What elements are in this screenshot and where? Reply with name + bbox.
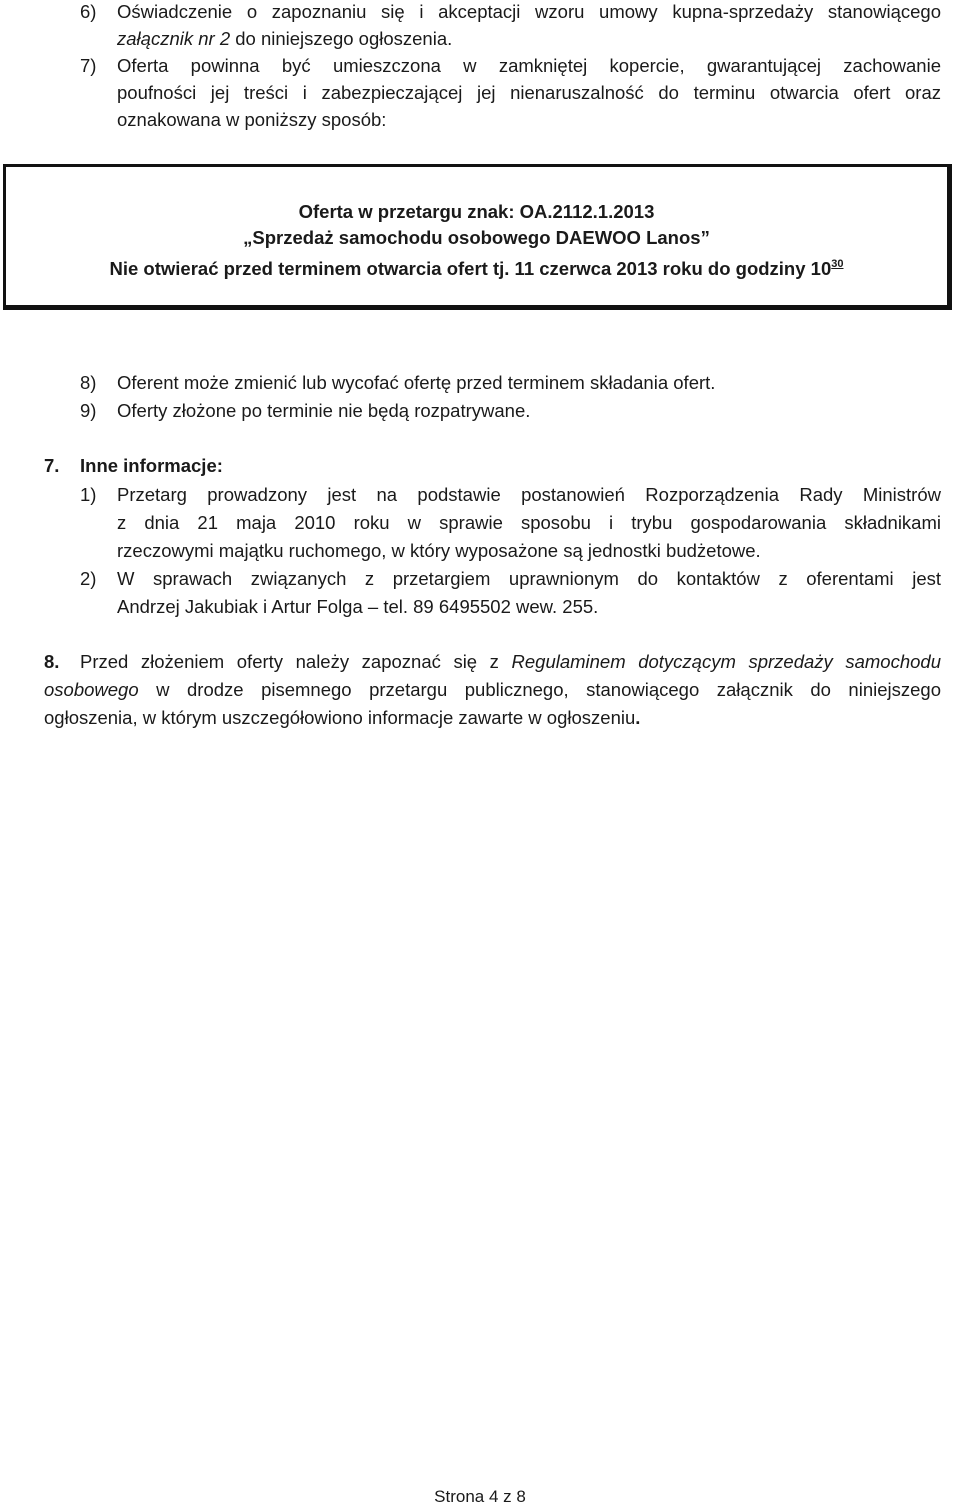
item-8-number: 8) (80, 372, 97, 393)
section-7-item-2-line-1: W sprawach związanych z przetargiem uprawnionym do kontaktów z oferentami jest (117, 568, 941, 589)
item-6-number: 6) (80, 1, 97, 22)
item-7-line-1: Oferta powinna być umieszczona w zamkniętej kopercie, gwarantującej zachowanie (117, 55, 941, 76)
section-8-line-2: osobowego w drodze pisemnego przetargu publicznego, stanowiącego załącznik do niniejszego (44, 679, 941, 700)
section-7-item-1-number: 1) (80, 484, 97, 505)
item-7-line-3: oznakowana w poniższy sposób: (117, 109, 387, 130)
section-7-item-1-line-2: z dnia 21 maja 2010 roku w sprawie sposobu i trybu gospodarowania składnikami (117, 512, 941, 533)
item-9-text: Oferty złożone po terminie nie będą rozpatrywane. (117, 400, 531, 421)
section-7-item-2-number: 2) (80, 568, 97, 589)
item-7-number: 7) (80, 55, 97, 76)
page-number-footer: Strona 4 z 8 (434, 1487, 526, 1506)
section-7-item-1-line-1: Przetarg prowadzony jest na podstawie postanowień Rozporządzenia Rady Ministrów (117, 484, 941, 505)
envelope-time-minutes: 30 (831, 258, 844, 270)
item-6-line-2: załącznik nr 2 do niniejszego ogłoszenia. (117, 28, 453, 49)
section-7-heading: Inne informacje: (80, 455, 223, 476)
section-8-line-3: ogłoszenia, w którym uszczegółowiono informacje zawarte w ogłoszeniu. (44, 707, 641, 728)
item-6-line-1: Oświadczenie o zapoznaniu się i akceptacji wzoru umowy kupna-sprzedaży stanowiącego (117, 1, 941, 22)
envelope-label-box (3, 164, 952, 310)
envelope-reference: Oferta w przetargu znak: OA.2112.1.2013 (298, 201, 655, 222)
regulation-title: Regulaminem dotyczącym sprzedaży samochodu (511, 651, 941, 672)
item-9-number: 9) (80, 400, 97, 421)
section-7-item-1-line-3: rzeczowymi majątku ruchomego, w który wyposażone są jednostki budżetowe. (117, 540, 761, 561)
section-8-line-1: Przed złożeniem oferty należy zapoznać się z Regulaminem dotyczącym sprzedaży samochodu (80, 651, 941, 672)
envelope-warning: Nie otwierać przed terminem otwarcia ofert tj. 11 czerwca 2013 roku do godziny $10^{30}$ (109, 258, 844, 279)
item-7-line-2: poufności jej treści i zabezpieczającej jej nienaruszalność do terminu otwarcia ofert oraz (117, 82, 941, 103)
section-7-number: 7. (44, 455, 60, 476)
section-8-number: 8. (44, 651, 60, 672)
item-8-text: Oferent może zmienić lub wycofać ofertę przed terminem składania ofert. (117, 372, 716, 393)
item-6-attachment-ref: załącznik nr 2 (117, 28, 231, 49)
section-7-item-2-line-2: Andrzej Jakubiak i Artur Folga – tel. 89 6495502 wew. 255. (117, 596, 599, 617)
envelope-subject: „Sprzedaż samochodu osobowego DAEWOO Lanos” (243, 227, 710, 248)
